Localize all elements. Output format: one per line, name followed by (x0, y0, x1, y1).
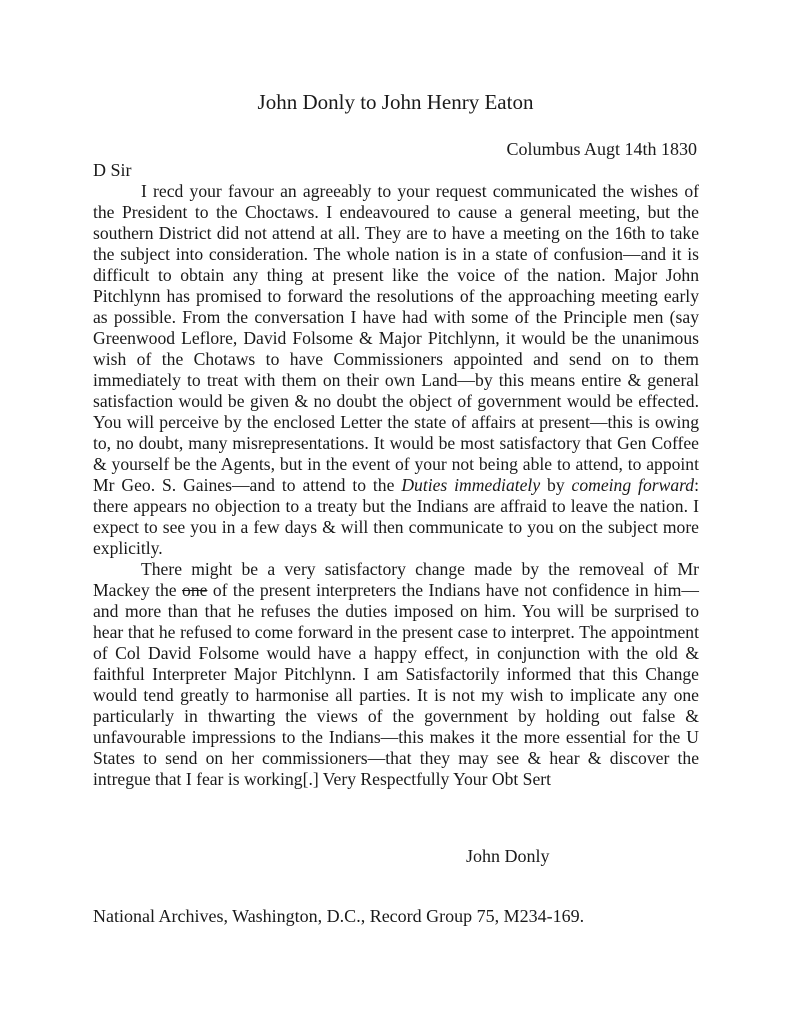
paragraph-1-part-2: by (540, 475, 572, 495)
document-title: John Donly to John Henry Eaton (257, 90, 534, 114)
paragraph-1-italic-comeing: comeing forward (571, 475, 695, 495)
paragraph-2-struck-word: one (182, 580, 208, 600)
letter-body (93, 181, 699, 790)
paragraph-2 (93, 559, 699, 790)
salutation: D Sir (93, 160, 132, 180)
paragraph-2-part-2: of the present interpreters the Indians have not confidence in him—and more than that he refuses the duties imposed on him. You will be surprised to hear that he refused to come forward in the present case to interpret. The appointment of Col David Folsome would have a happy effect, in conjunction with the old & faithful Interpreter Major Pitchlynn. I am Satisfactorily informed that this Change would tend greatly to harmonise all parties. It is not my wish to implicate any one particularly in thwarting the views of the government by holding out false & unfavourable impressions to the Indians—this makes it the more essential for the U States to send on her commissioners—that they may see & hear & discover the intregue that I fear is working[.] Very Respectfully Your Obt Sert (93, 580, 699, 789)
paragraph-1 (93, 181, 699, 559)
dateline: Columbus Augt 14th 1830 (506, 139, 697, 159)
signature: John Donly (466, 846, 550, 866)
paragraph-1-part-3: : there appears no objection to a treaty but the Indians are affraid to leave the nation. I expect to see you in a few days & will then communicate to you on the subject more explicitly. (93, 475, 699, 558)
paragraph-1-part-1: I recd your favour an agreeably to your request communicated the wishes of the President to the Choctaws. I endeavoured to cause a general meeting, but the southern District did not attend at all. They are to have a meeting on the 16th to take the subject into consideration. The whole nation is in a state of confusion—and it is difficult to obtain any thing at present like the voice of the nation. Major John Pitchlynn has promised to forward the resolutions of the approaching meeting early as possible. From the conversation I have had with some of the Principle men (say Greenwood Leflore, David Folsome & Major Pitchlynn, it would be the unanimous wish of the Chotaws to have Commissioners appointed and send on to them immediately to treat with them on their own Land—by this means entire & general satisfaction would be given & no doubt the object of government would be effected. You will perceive by the enclosed Letter the state of affairs at present—this is owing to, no doubt, many misrepresentations. It would be most satisfactory that Gen Coffee & yourself be the Agents, but in the event of your not being able to attend, to appoint Mr Geo. S. Gaines—and to attend to the (93, 181, 699, 495)
archive-citation: National Archives, Washington, D.C., Record Group 75, M234-169. (93, 906, 585, 926)
paragraph-2-part-1: There might be a very satisfactory change made by the removeal of Mr Mackey the (93, 559, 699, 600)
paragraph-1-italic-duties: Duties immediately (401, 475, 541, 495)
